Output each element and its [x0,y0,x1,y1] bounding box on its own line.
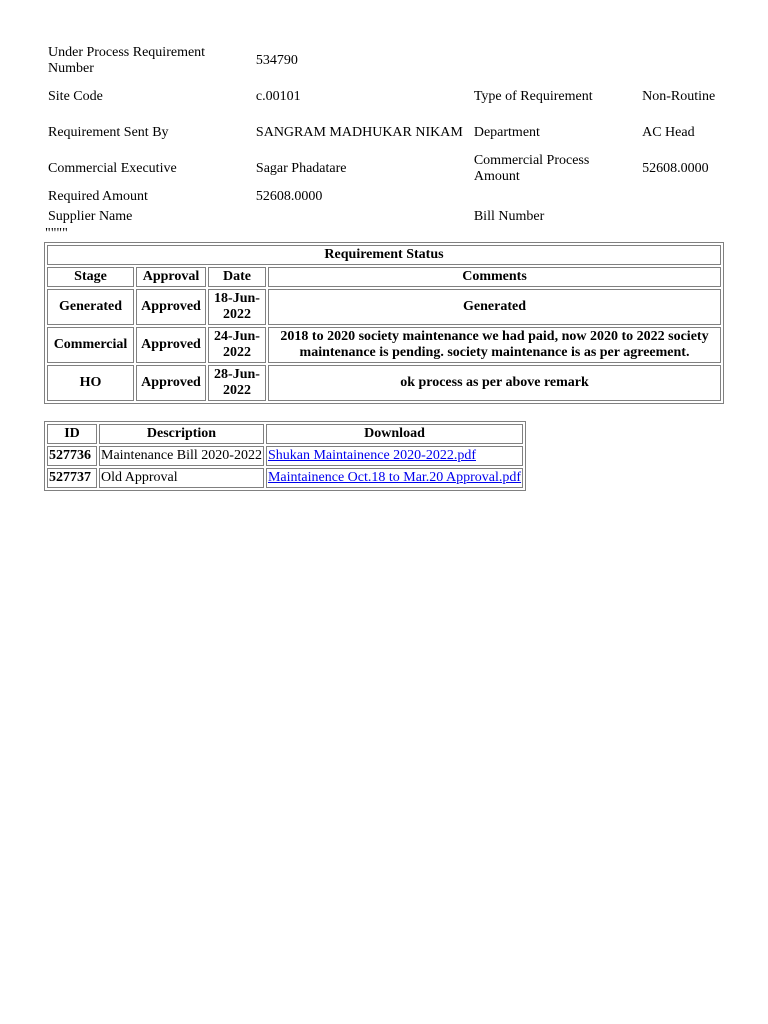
date-cell: 18-Jun-2022 [208,289,266,325]
attachment-description-cell: Old Approval [99,468,264,488]
table-row [47,365,721,401]
table-row [47,468,523,488]
attachment-id-cell: 527737 [47,468,97,488]
table-row [47,327,721,363]
stray-quotes-text: """" [45,226,68,241]
attachment-download-cell [266,468,523,488]
approval-cell: Approved [136,289,206,325]
info-row [46,188,724,206]
type-value: Non-Routine [642,89,716,104]
attachment-id-cell: 527736 [47,446,97,466]
id-column-header: ID [47,424,97,444]
stage-cell: Generated [47,289,134,325]
attachments-header-row [47,424,523,444]
info-row [46,208,724,226]
attachments-table [44,421,526,491]
stage-cell: HO [47,365,134,401]
supplier-label: Supplier Name [48,209,133,224]
required-amount-label: Required Amount [48,189,148,204]
comments-cell: Generated [268,289,721,325]
approval-column-header: Approval [136,267,206,287]
info-row [46,152,724,186]
approval-cell: Approved [136,327,206,363]
table-row [47,289,721,325]
supplier-value [254,208,470,226]
download-link[interactable]: Shukan Maintainence 2020-2022.pdf [267,448,476,463]
department-label: Department [473,125,540,140]
requirement-status-table [44,242,724,404]
attachment-download-cell [266,446,523,466]
approval-cell: Approved [136,365,206,401]
info-row [46,44,724,78]
info-row [46,116,724,150]
required-amount-value: 52608.0000 [255,189,323,204]
table-row [47,446,523,466]
bill-label: Bill Number [473,209,545,224]
download-column-header: Download [266,424,523,444]
date-column-header: Date [208,267,266,287]
status-header-row [47,267,721,287]
date-cell: 24-Jun-2022 [208,327,266,363]
info-row [46,80,724,114]
process-amount-value: 52608.0000 [642,161,709,176]
comments-column-header: Comments [268,267,721,287]
bill-value [640,208,724,226]
type-label: Type of Requirement [473,89,593,104]
sent-by-label: Requirement Sent By [48,125,169,140]
stage-cell: Commercial [47,327,134,363]
status-title-row [47,245,721,265]
comments-cell: 2018 to 2020 society maintenance we had paid, now 2020 to 2022 society maintenance is pending. society maintenance is as per agreement. [268,327,721,363]
site-code-label: Site Code [48,89,103,104]
download-link[interactable]: Maintainence Oct.18 to Mar.20 Approval.pdf [267,470,522,485]
requirement-info-table [44,42,726,228]
department-value: AC Head [642,125,695,140]
req-number-label: Under Process Requirement Number [48,45,206,76]
status-table-title: Requirement Status [47,245,721,265]
attachment-description-cell: Maintenance Bill 2020-2022 [99,446,264,466]
requirement-page [44,42,734,491]
commercial-exec-label: Commercial Executive [48,161,177,176]
comments-cell: ok process as per above remark [268,365,721,401]
sent-by-value: SANGRAM MADHUKAR NIKAM [255,125,463,140]
stage-column-header: Stage [47,267,134,287]
commercial-exec-value: Sagar Phadatare [255,161,347,176]
site-code-value: c.00101 [255,89,301,104]
req-number-value: 534790 [255,53,298,68]
date-cell: 28-Jun-2022 [208,365,266,401]
process-amount-label: Commercial Process Amount [473,153,590,184]
description-column-header: Description [99,424,264,444]
